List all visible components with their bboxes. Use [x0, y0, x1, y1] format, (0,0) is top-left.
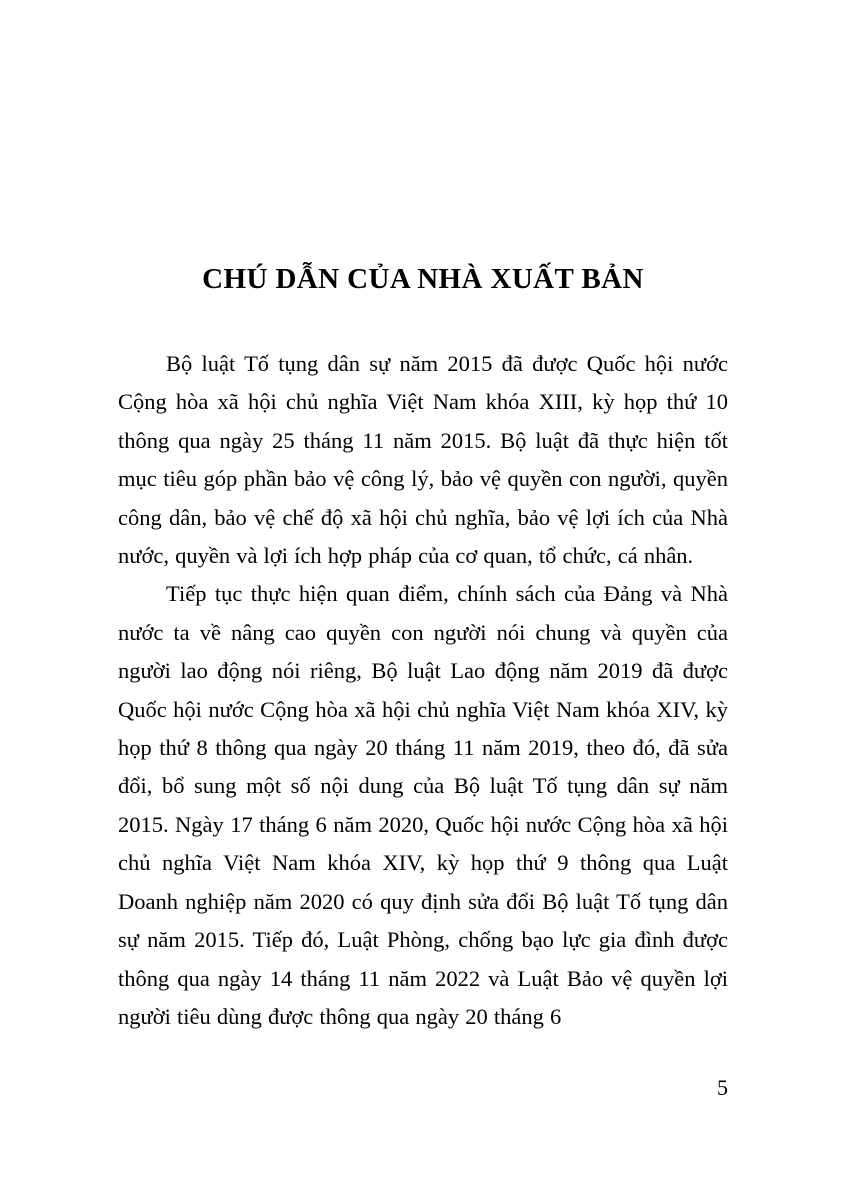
page-title: CHÚ DẪN CỦA NHÀ XUẤT BẢN [202, 263, 644, 296]
page-number: 5 [717, 1075, 728, 1100]
body-text [118, 345, 728, 1036]
paragraph: Tiếp tục thực hiện quan điểm, chính sách của Đảng và Nhà nước ta về nâng cao quyền con người nói chung và quyền của người lao động nói riêng, Bộ luật Lao động năm 2019 đã được Quốc hội nước Cộng hòa xã hội chủ nghĩa Việt Nam khóa XIV, kỳ họp thứ 8 thông qua ngày 20 tháng 11 năm 2019, theo đó, đã sửa đổi, bổ sung một số nội dung của Bộ luật Tố tụng dân sự năm 2015. Ngày 17 tháng 6 năm 2020, Quốc hội nước Cộng hòa xã hội chủ nghĩa Việt Nam khóa XIV, kỳ họp thứ 9 thông qua Luật Doanh nghiệp năm 2020 có quy định sửa đổi Bộ luật Tố tụng dân sự năm 2015. Tiếp đó, Luật Phòng, chống bạo lực gia đình được thông qua ngày 14 tháng 11 năm 2022 và Luật Bảo vệ quyền lợi người tiêu dùng được thông qua ngày 20 tháng 6 [118, 581, 728, 1029]
paragraph: Bộ luật Tố tụng dân sự năm 2015 đã được Quốc hội nước Cộng hòa xã hội chủ nghĩa Việt Nam khóa XIII, kỳ họp thứ 10 thông qua ngày 25 tháng 11 năm 2015. Bộ luật đã thực hiện tốt mục tiêu góp phần bảo vệ công lý, bảo vệ quyền con người, quyền công dân, bảo vệ chế độ xã hội chủ nghĩa, bảo vệ lợi ích của Nhà nước, quyền và lợi ích hợp pháp của cơ quan, tổ chức, cá nhân. [118, 351, 728, 569]
page-content [118, 0, 728, 1181]
